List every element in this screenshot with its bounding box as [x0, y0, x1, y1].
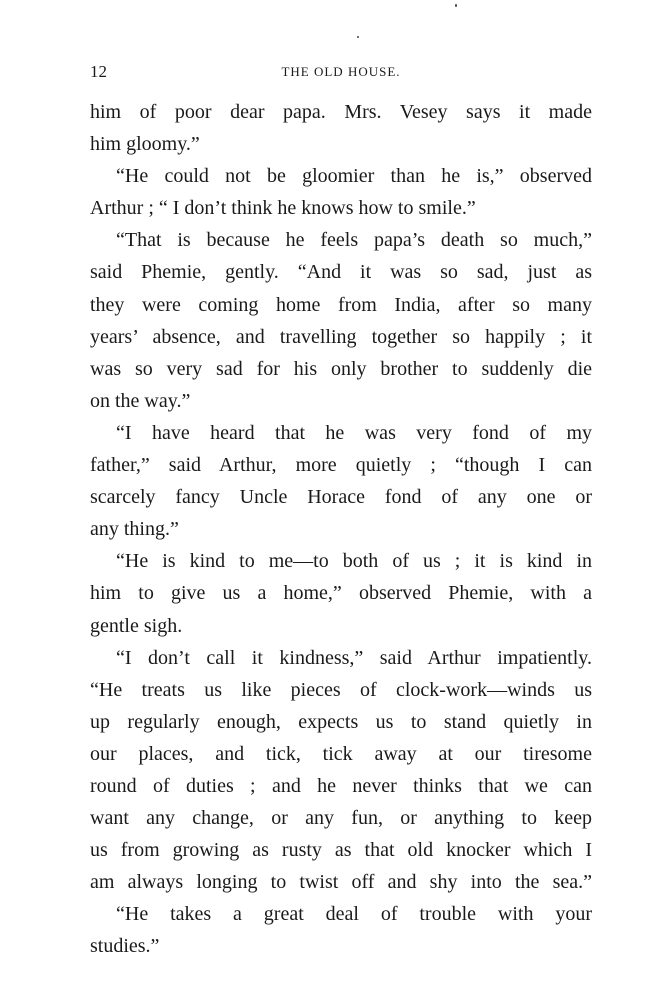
page-number: 12 — [90, 62, 107, 81]
text-line: round of duties ; and he never thinks that we can — [90, 774, 592, 797]
text-line: him of poor dear papa. Mrs. Vesey says it made — [90, 101, 592, 123]
ink-speck — [455, 4, 457, 7]
text-line: “He is kind to me—to both of us ; it is kind in — [116, 550, 592, 573]
text-line: him gloomy.” — [90, 133, 200, 156]
body-text — [90, 96, 592, 963]
text-line: “That is because he feels papa’s death so much,” — [116, 229, 592, 252]
running-head — [90, 62, 592, 86]
text-line: want any change, or any fun, or anything to keep — [90, 807, 592, 830]
text-line: us from growing as rusty as that old knocker which I — [90, 839, 592, 862]
text-line: “He could not be gloomier than he is,” observed — [116, 165, 592, 188]
text-line: studies.” — [90, 935, 160, 958]
text-line: said Phemie, gently. “And it was so sad, just as — [90, 261, 592, 284]
text-line: “I have heard that he was very fond of my — [116, 421, 592, 444]
text-line: up regularly enough, expects us to stand quietly in — [90, 710, 592, 733]
ink-speck — [357, 36, 359, 38]
text-line: was so very sad for his only brother to suddenly die — [90, 357, 592, 380]
text-line: am always longing to twist off and shy into the sea.” — [90, 871, 592, 894]
text-line: years’ absence, and travelling together so happily ; it — [90, 325, 592, 348]
text-line: any thing.” — [90, 518, 179, 541]
text-line: him to give us a home,” observed Phemie, with a — [90, 582, 592, 605]
text-line: “I don’t call it kindness,” said Arthur impatiently. — [116, 646, 592, 669]
text-line: “He treats us like pieces of clock-work—winds us — [90, 678, 592, 701]
text-line: gentle sigh. — [90, 614, 183, 637]
text-line: “He takes a great deal of trouble with your — [116, 903, 592, 926]
text-line: they were coming home from India, after so many — [90, 293, 592, 316]
text-line: father,” said Arthur, more quietly ; “though I can — [90, 454, 592, 477]
text-line: Arthur ; “ I don’t think he knows how to smile.” — [90, 197, 476, 220]
running-title: THE OLD HOUSE. — [281, 64, 401, 79]
text-line: our places, and tick, tick away at our tiresome — [90, 742, 592, 765]
text-line: scarcely fancy Uncle Horace fond of any one or — [90, 486, 592, 509]
text-line: on the way.” — [90, 389, 191, 412]
